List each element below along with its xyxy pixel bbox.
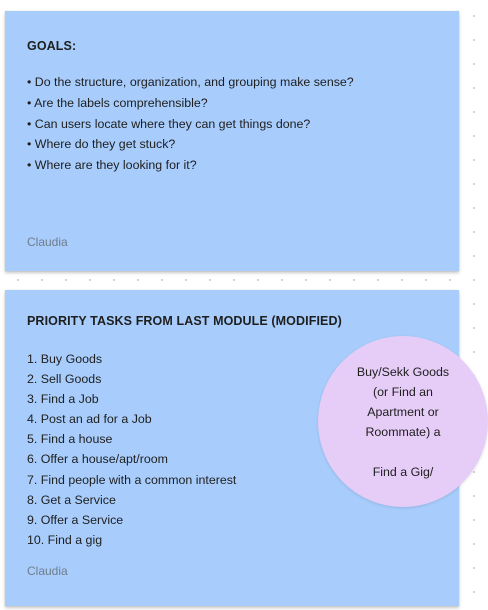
circle-note-line: Apartment or (367, 405, 439, 419)
goals-heading: GOALS: (27, 39, 77, 53)
circle-sticky-note[interactable] (318, 336, 488, 507)
task-item: 1. Buy Goods (27, 352, 103, 366)
goals-bullet: • Do the structure, organization, and grouping make sense? (27, 75, 354, 89)
circle-note-line: Roommate) a (365, 425, 441, 439)
task-item: 2. Sell Goods (27, 372, 102, 387)
priority-task-list (27, 349, 236, 550)
circle-note-line: Buy/Sekk Goods (356, 365, 450, 379)
goals-bullet-list (27, 72, 354, 176)
goals-sticky-note[interactable] (5, 11, 459, 271)
task-item: 7. Find people with a common interest (27, 472, 237, 487)
task-item: 6. Offer a house/apt/room (27, 452, 168, 467)
task-item: 9. Offer a Service (27, 512, 124, 527)
circle-note-line: (or Find an (373, 385, 433, 399)
task-item: 3. Find a Job (27, 392, 99, 407)
circle-note-line: Find a Gig/ (372, 465, 434, 479)
tasks-author-label: Claudia (27, 564, 68, 578)
task-item: 8. Get a Service (27, 492, 116, 507)
goals-bullet: • Where are they looking for it? (27, 158, 197, 173)
goals-bullet: • Can users locate where they can get things done? (27, 116, 311, 131)
task-item: 5. Find a house (27, 432, 113, 447)
priority-tasks-heading: PRIORITY TASKS FROM LAST MODULE (MODIFIED) (27, 314, 342, 328)
task-item: 4. Post an ad for a Job (27, 412, 152, 427)
goals-author-label: Claudia (27, 235, 68, 249)
task-item: 10. Find a gig (27, 532, 103, 547)
goals-bullet: • Where do they get stuck? (27, 137, 176, 152)
goals-bullet: • Are the labels comprehensible? (27, 95, 208, 110)
